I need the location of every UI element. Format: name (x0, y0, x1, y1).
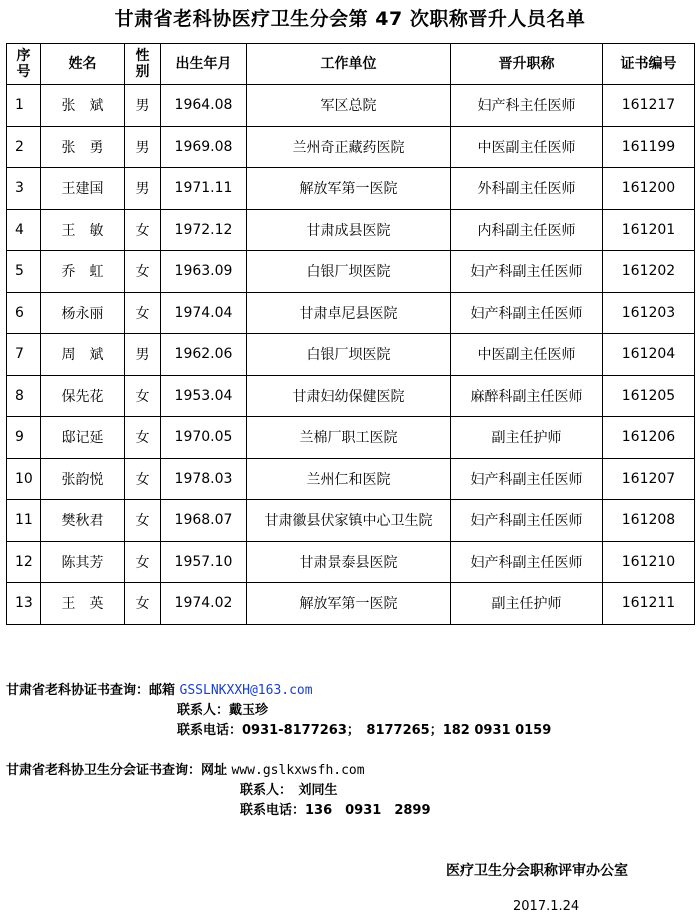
table-row (7, 375, 695, 417)
cell-workplace: 甘肃妇幼保健医院 (247, 375, 451, 417)
cell-name: 周 斌 (41, 334, 125, 376)
cell-birth: 1963.09 (161, 251, 247, 293)
cell-seq: 8 (7, 375, 41, 417)
table-row (7, 500, 695, 542)
cell-title: 妇产科副主任医师 (451, 500, 603, 542)
footer-date: 2017.1.24 (513, 899, 580, 914)
promotion-table (6, 43, 695, 625)
cell-gender: 男 (125, 85, 161, 127)
cell-cert-no: 161202 (603, 251, 695, 293)
contact2-website-link[interactable]: www.gslkxwsfh.com (231, 763, 365, 778)
cell-birth: 1974.04 (161, 292, 247, 334)
cell-cert-no: 161203 (603, 292, 695, 334)
cell-name: 张 斌 (41, 85, 125, 127)
cell-title: 麻醉科副主任医师 (451, 375, 603, 417)
header-title: 晋升职称 (451, 44, 603, 85)
cell-seq: 1 (7, 85, 41, 127)
page-title: 甘肃省老科协医疗卫生分会第 47 次职称晋升人员名单 (114, 8, 586, 30)
header-seq: 序号 (7, 44, 41, 85)
cell-birth: 1957.10 (161, 541, 247, 583)
table-row (7, 251, 695, 293)
cell-title: 妇产科副主任医师 (451, 292, 603, 334)
cell-title: 内科副主任医师 (451, 209, 603, 251)
cell-title: 副主任护师 (451, 417, 603, 459)
contact2-person: 联系人： 刘同生 (240, 783, 338, 798)
cell-seq: 2 (7, 126, 41, 168)
table-row (7, 292, 695, 334)
table-row (7, 417, 695, 459)
cell-seq: 7 (7, 334, 41, 376)
cell-workplace: 兰棉厂职工医院 (247, 417, 451, 459)
cell-workplace: 白银厂坝医院 (247, 251, 451, 293)
cell-gender: 女 (125, 417, 161, 459)
cell-birth: 1970.05 (161, 417, 247, 459)
cell-seq: 6 (7, 292, 41, 334)
cell-name: 张 勇 (41, 126, 125, 168)
cell-birth: 1962.06 (161, 334, 247, 376)
header-workplace: 工作单位 (247, 44, 451, 85)
contact1-email-link[interactable]: GSSLNKXXH@163.com (179, 683, 313, 698)
cell-name: 樊秋君 (41, 500, 125, 542)
contact2-label: 甘肃省老科协卫生分会证书查询：网址 (6, 763, 232, 778)
cell-title: 妇产科副主任医师 (451, 251, 603, 293)
cell-name: 王 英 (41, 583, 125, 625)
cell-workplace: 甘肃卓尼县医院 (247, 292, 451, 334)
cell-gender: 女 (125, 292, 161, 334)
cell-title: 外科副主任医师 (451, 168, 603, 210)
cell-workplace: 解放军第一医院 (247, 583, 451, 625)
cell-seq: 13 (7, 583, 41, 625)
cell-workplace: 甘肃徽县伏家镇中心卫生院 (247, 500, 451, 542)
cell-cert-no: 161206 (603, 417, 695, 459)
cell-workplace: 兰州仁和医院 (247, 458, 451, 500)
contact1-person: 联系人：戴玉珍 (177, 703, 269, 718)
cell-gender: 女 (125, 500, 161, 542)
cell-title: 中医副主任医师 (451, 126, 603, 168)
cell-seq: 4 (7, 209, 41, 251)
cell-workplace: 解放军第一医院 (247, 168, 451, 210)
cell-birth: 1968.07 (161, 500, 247, 542)
header-gender: 性别 (125, 44, 161, 85)
cell-title: 妇产科副主任医师 (451, 458, 603, 500)
cell-cert-no: 161208 (603, 500, 695, 542)
cell-name: 陈其芳 (41, 541, 125, 583)
cell-gender: 女 (125, 209, 161, 251)
cell-seq: 9 (7, 417, 41, 459)
cell-name: 保先花 (41, 375, 125, 417)
cell-name: 邸记延 (41, 417, 125, 459)
cell-cert-no: 161200 (603, 168, 695, 210)
table-row (7, 126, 695, 168)
cell-cert-no: 161210 (603, 541, 695, 583)
header-birth: 出生年月 (161, 44, 247, 85)
contact2-phone: 联系电话：136 0931 2899 (240, 803, 431, 818)
cell-cert-no: 161211 (603, 583, 695, 625)
cell-cert-no: 161201 (603, 209, 695, 251)
cell-seq: 10 (7, 458, 41, 500)
cell-name: 乔 虹 (41, 251, 125, 293)
cell-workplace: 军区总院 (247, 85, 451, 127)
cell-cert-no: 161205 (603, 375, 695, 417)
cell-workplace: 甘肃景泰县医院 (247, 541, 451, 583)
table-row (7, 334, 695, 376)
cell-gender: 女 (125, 251, 161, 293)
cell-cert-no: 161217 (603, 85, 695, 127)
cell-gender: 男 (125, 334, 161, 376)
cell-gender: 男 (125, 126, 161, 168)
cell-seq: 11 (7, 500, 41, 542)
cell-birth: 1971.11 (161, 168, 247, 210)
cell-birth: 1974.02 (161, 583, 247, 625)
cell-birth: 1953.04 (161, 375, 247, 417)
cell-birth: 1978.03 (161, 458, 247, 500)
contact1-label-line (6, 679, 313, 698)
cell-title: 妇产科副主任医师 (451, 541, 603, 583)
contact1-phone: 联系电话：0931-8177263； 8177265；182 0931 0159 (177, 723, 552, 738)
cell-name: 张韵悦 (41, 458, 125, 500)
cell-seq: 3 (7, 168, 41, 210)
footer-office: 医疗卫生分会职称评审办公室 (446, 863, 628, 879)
header-name: 姓名 (41, 44, 125, 85)
cell-birth: 1972.12 (161, 209, 247, 251)
cell-gender: 女 (125, 583, 161, 625)
cell-cert-no: 161204 (603, 334, 695, 376)
cell-gender: 女 (125, 458, 161, 500)
header-cert-no: 证书编号 (603, 44, 695, 85)
cell-seq: 12 (7, 541, 41, 583)
table-row (7, 168, 695, 210)
cell-birth: 1964.08 (161, 85, 247, 127)
cell-workplace: 兰州奇正藏药医院 (247, 126, 451, 168)
cell-workplace: 甘肃成县医院 (247, 209, 451, 251)
cell-workplace: 白银厂坝医院 (247, 334, 451, 376)
table-row (7, 541, 695, 583)
cell-title: 妇产科主任医师 (451, 85, 603, 127)
cell-gender: 女 (125, 375, 161, 417)
table-row (7, 458, 695, 500)
contact1-label: 甘肃省老科协证书查询：邮箱 (6, 683, 180, 698)
cell-birth: 1969.08 (161, 126, 247, 168)
cell-name: 杨永丽 (41, 292, 125, 334)
table-row (7, 209, 695, 251)
cell-gender: 男 (125, 168, 161, 210)
cell-seq: 5 (7, 251, 41, 293)
cell-name: 王建国 (41, 168, 125, 210)
cell-cert-no: 161199 (603, 126, 695, 168)
cell-title: 中医副主任医师 (451, 334, 603, 376)
cell-gender: 女 (125, 541, 161, 583)
table-row (7, 583, 695, 625)
contact2-label-line (6, 759, 365, 778)
cell-title: 副主任护师 (451, 583, 603, 625)
table-row (7, 85, 695, 127)
cell-name: 王 敏 (41, 209, 125, 251)
table-header-row (7, 44, 695, 85)
cell-cert-no: 161207 (603, 458, 695, 500)
